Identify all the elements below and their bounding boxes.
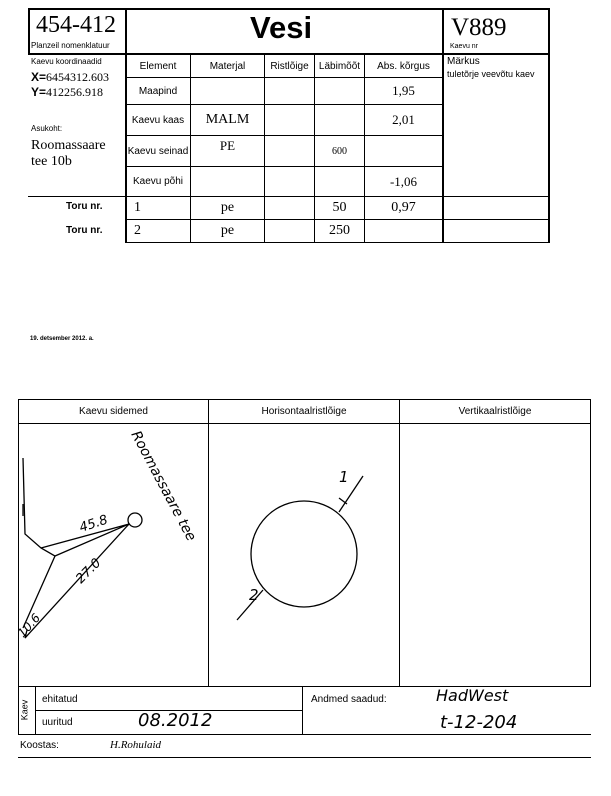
coords-caption: Kaevu koordinaadid (31, 57, 102, 66)
pipe2-label: 2 (249, 586, 259, 604)
measured-value: 08.2012 (138, 710, 213, 731)
x-label: X= (31, 70, 47, 84)
row-diameter (315, 78, 364, 104)
row-height: 1,95 (392, 83, 415, 98)
author-label: Koostas: (20, 740, 59, 751)
panel-title-horizontal: Horisontaalristlõige (261, 406, 347, 417)
pipe-nr: 2 (134, 223, 141, 238)
built-label: ehitatud (42, 694, 78, 705)
y-label: Y= (31, 85, 47, 99)
data-from-value2: t-12-204 (440, 712, 518, 733)
pipe-nr: 1 (134, 200, 141, 215)
panel-title-connections: Kaevu sidemed (79, 406, 148, 417)
col-remarks: Märkus (447, 56, 480, 67)
row-element: Kaevu põhi (132, 176, 184, 187)
col-diameter: Läbimõõt (318, 60, 361, 72)
row-element: Kaevu kaas (131, 114, 185, 126)
page-title: Vesi (250, 10, 313, 45)
sketch-dim3: 10.6 (14, 610, 44, 641)
sheet-caption: Planzeil nomenklatuur (31, 41, 110, 50)
remark-text: tuletõrje veevõtu kaev (447, 69, 535, 79)
y-coordinate (31, 85, 103, 100)
well-circle (251, 501, 357, 607)
sketch-street: Roomassaare tee (127, 428, 200, 544)
row-diameter: 600 (332, 145, 347, 157)
pipe-label: Toru nr. (66, 201, 103, 212)
row-diameter (315, 167, 364, 196)
row-cross (265, 105, 314, 135)
x-coordinate (31, 70, 109, 85)
measured-label: uuritud (42, 717, 73, 728)
row-cross (265, 136, 314, 166)
author-value: H.Rohulaid (110, 739, 162, 751)
col-material: Materjal (209, 60, 246, 72)
pipe-label: Toru nr. (66, 225, 103, 236)
pipe1-label: 1 (339, 468, 349, 486)
horizontal-sketch (209, 424, 399, 686)
row-cross (265, 78, 314, 104)
sketch-dim2: 27.0 (73, 555, 105, 587)
well-number: V889 (451, 14, 507, 41)
sketch-dim1: 45.8 (77, 512, 110, 536)
pipe-material: pe (220, 223, 235, 238)
col-cross-section: Ristlõige (270, 60, 309, 72)
sketch-lines (23, 458, 142, 638)
address-caption: Asukoht: (31, 124, 63, 133)
address-line2: tee 10b (31, 154, 72, 169)
row-material: PE (219, 138, 236, 153)
row-cross (265, 167, 314, 196)
address-line1: Roomassaare (31, 138, 106, 153)
sheet-number: 454-412 (36, 12, 116, 38)
row-diameter (315, 105, 364, 135)
row-material (191, 167, 264, 196)
well-caption: Kaevu nr (450, 43, 479, 50)
well-vertical-label: Kaev (19, 699, 30, 721)
panel-title-vertical: Vertikaalristlõige (458, 406, 532, 417)
row-material (191, 78, 264, 104)
data-from-label: Andmed saadud: (311, 694, 387, 705)
row-material: MALM (205, 112, 250, 127)
y-value: 412256.918 (46, 85, 104, 99)
pipe-material: pe (220, 200, 235, 215)
col-abs-height: Abs. kõrgus (377, 60, 430, 72)
col-element: Element (139, 60, 177, 72)
document-date: 19. detsember 2012. a. (30, 336, 94, 342)
row-element: Maapind (138, 85, 178, 97)
pipe-height (365, 220, 442, 242)
connections-sketch (14, 424, 208, 686)
pipe-diameter: 250 (329, 223, 350, 238)
row-height (365, 136, 442, 166)
pipe-diameter: 50 (332, 200, 347, 215)
row-height: -1,06 (389, 173, 418, 189)
x-value: 6454312.603 (46, 70, 110, 84)
pipe-height: 0,97 (391, 200, 416, 215)
data-from-value1: HadWest (436, 686, 509, 705)
row-element: Kaevu seinad (127, 145, 189, 157)
row-height: 2,01 (392, 112, 415, 127)
